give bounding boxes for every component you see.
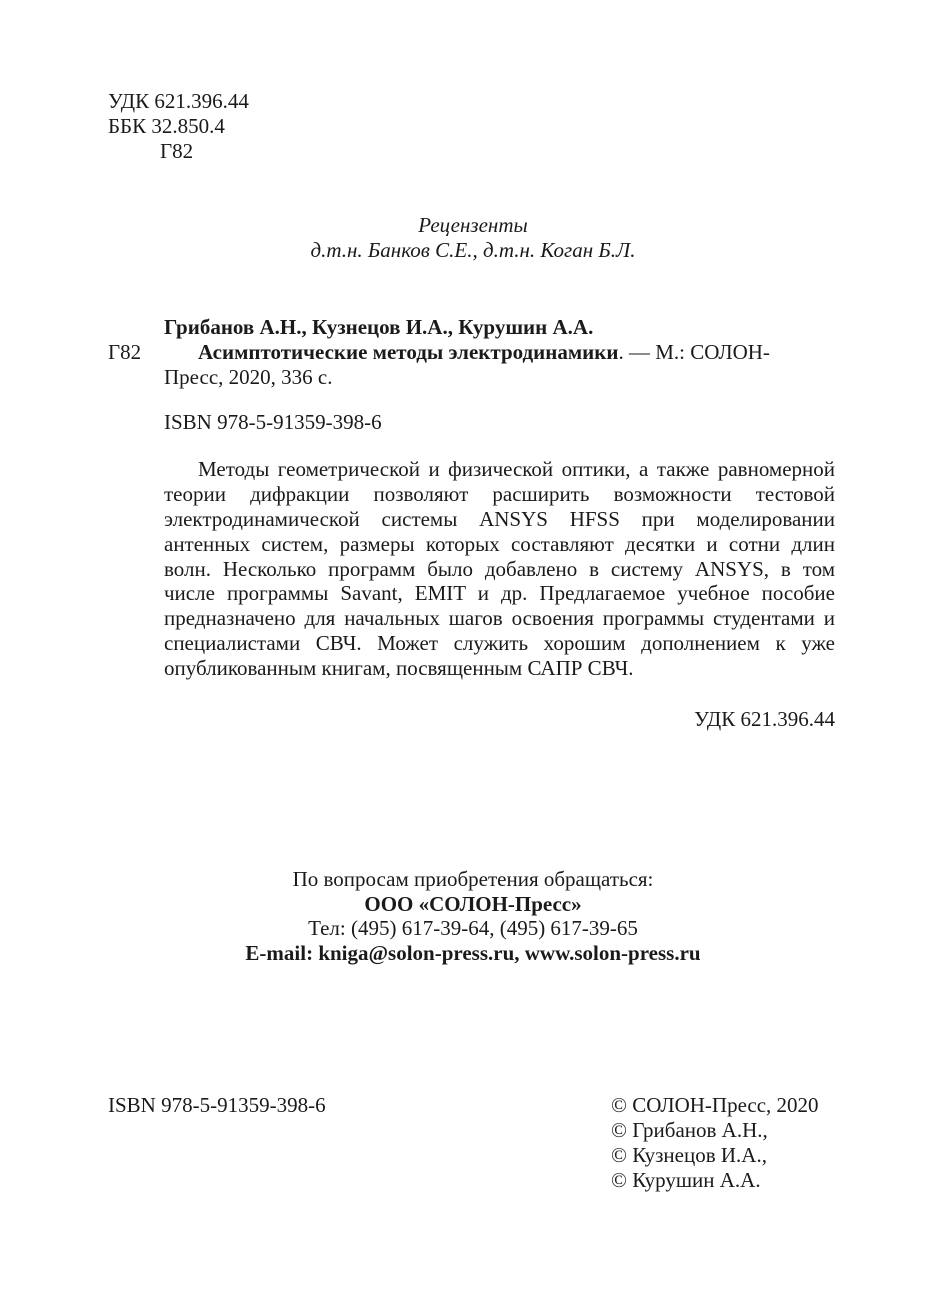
isbn-bibliography: ISBN 978-5-91359-398-6	[164, 410, 382, 434]
annotation-line: теории дифракции позволяют расширить возможности тестовой	[164, 481, 835, 506]
author-mark: Г82	[160, 139, 194, 163]
bbk-code: ББК 32.850.4	[108, 114, 225, 138]
publisher-email-web: E-mail: kniga@solon-press.ru, www.solon-press.ru	[245, 941, 701, 965]
udk-code: УДК 621.396.44	[108, 89, 249, 113]
annotation-line: волн. Несколько программ было добавлено в систему ANSYS, в том	[164, 556, 835, 581]
annotation-line: опубликованным книгам, посвященным САПР СВЧ.	[164, 656, 634, 681]
publisher-name: ООО «СОЛОН-Пресс»	[364, 892, 582, 916]
copyright-line: © СОЛОН-Пресс, 2020	[611, 1093, 819, 1117]
annotation-line: Методы геометрической и физической оптики, а также равномерной	[198, 457, 835, 481]
publication-info: . — М.: СОЛОН-	[618, 340, 770, 364]
copyright-line: © Грибанов А.Н.,	[611, 1118, 768, 1142]
book-title-line	[198, 340, 770, 365]
reviewers-names: д.т.н. Банков С.Е., д.т.н. Коган Б.Л.	[310, 238, 636, 262]
annotation-line: числе программы Savant, EMIT и др. Предлагаемое учебное пособие	[164, 581, 835, 606]
reviewers-heading: Рецензенты	[418, 213, 528, 237]
annotation-line: специалистами СВЧ. Может служить хорошим дополнением к уже	[164, 631, 835, 656]
udk-code-annotation: УДК 621.396.44	[694, 707, 835, 731]
author-mark-bibliography: Г82	[108, 340, 142, 364]
book-title: Асимптотические методы электродинамики	[198, 340, 619, 364]
publisher-phone: Тел: (495) 617-39-64, (495) 617-39-65	[308, 916, 638, 940]
copyright-line: © Кузнецов И.А.,	[611, 1143, 767, 1167]
copyright-line: © Курушин А.А.	[611, 1168, 761, 1192]
copyright-block	[611, 1093, 819, 1193]
contact-intro: По вопросам приобретения обращаться:	[292, 867, 654, 891]
annotation	[164, 457, 835, 681]
annotation-line: предназначено для начальных шагов освоения программы студентами и	[164, 606, 835, 631]
isbn-footer: ISBN 978-5-91359-398-6	[108, 1093, 326, 1117]
annotation-line: антенных систем, размеры которых составляют десятки и сотни длин	[164, 531, 835, 556]
annotation-line: электродинамической системы ANSYS HFSS при моделировании	[164, 506, 835, 531]
authors-line: Грибанов А.Н., Кузнецов И.А., Курушин А.А.	[164, 315, 594, 339]
publication-info-continued: Пресс, 2020, 336 с.	[164, 365, 333, 389]
